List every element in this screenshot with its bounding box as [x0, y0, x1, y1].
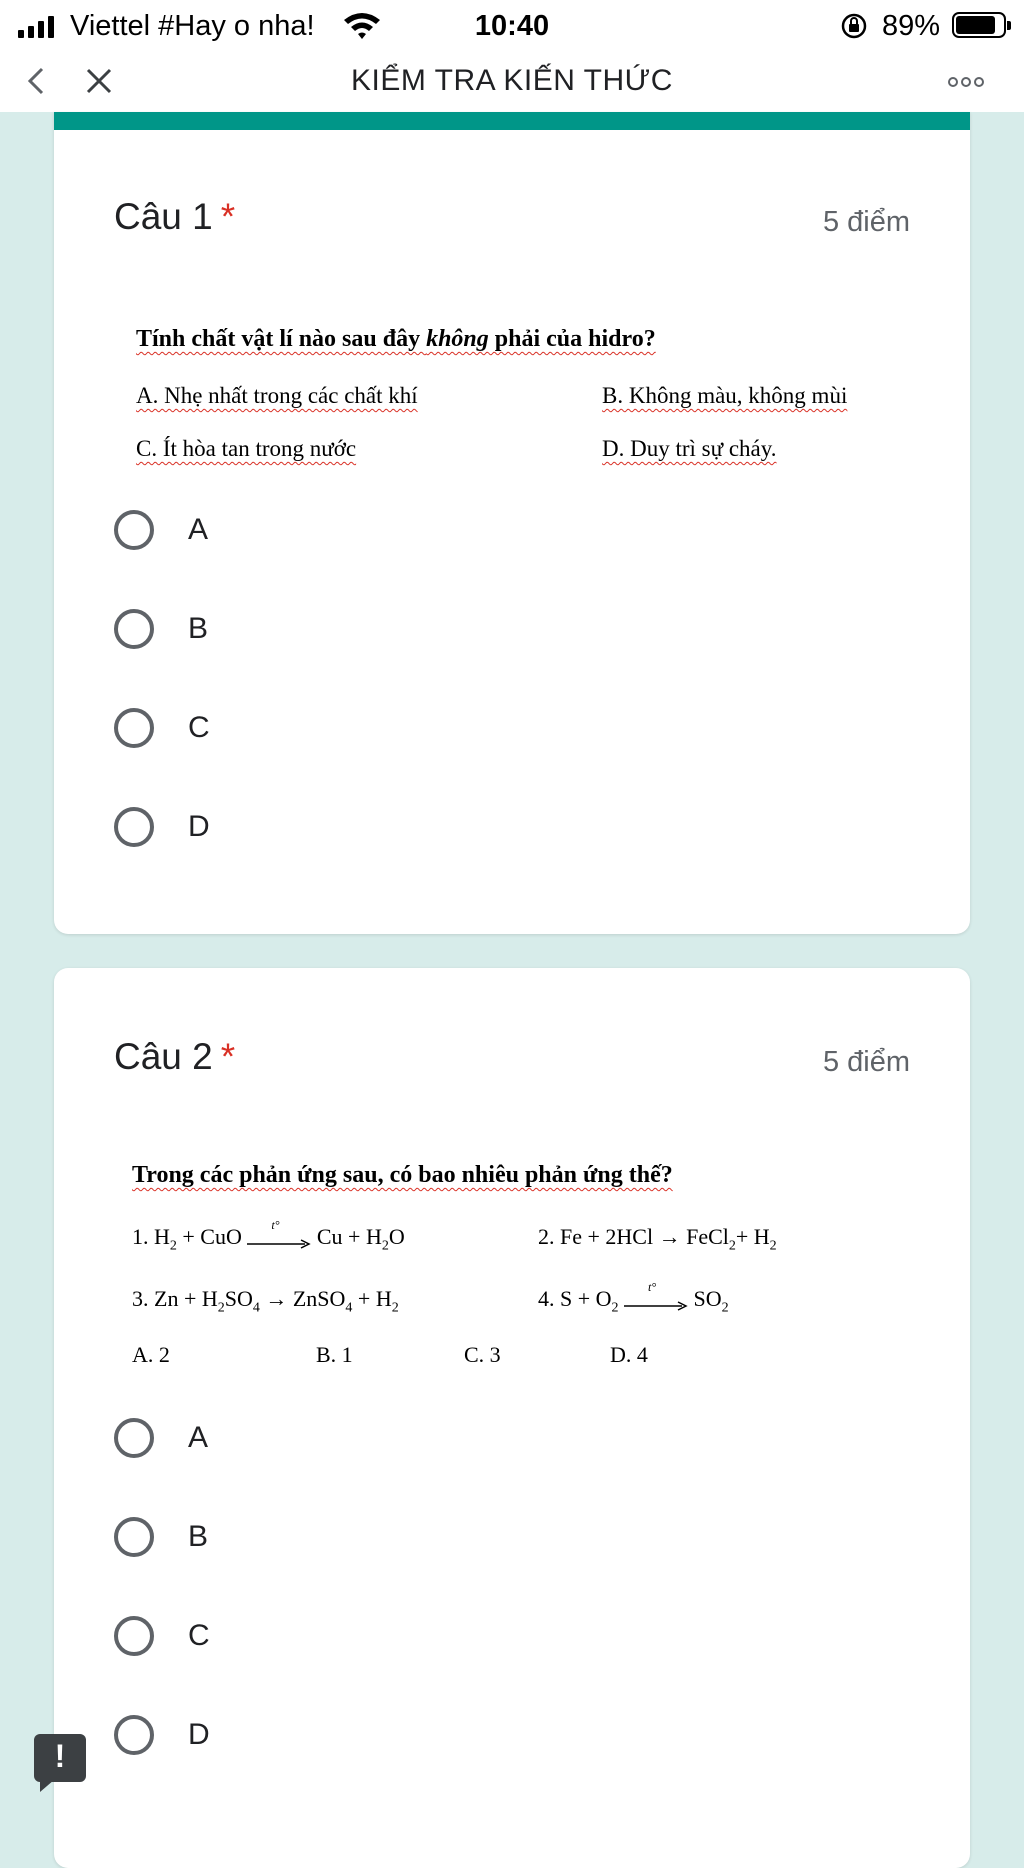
choice-c[interactable] [114, 702, 210, 754]
radio-button[interactable] [114, 510, 154, 550]
prompt-emphasis: không [426, 326, 489, 352]
question-points: 5 điểm [822, 1046, 910, 1078]
question-card-2 [54, 968, 970, 1868]
question-title-text: Câu 1 [114, 196, 213, 237]
radio-button[interactable] [114, 1715, 154, 1755]
app-header [0, 52, 1024, 112]
question-points: 5 điểm [822, 206, 910, 238]
page-title: KIỂM TRA KIẾN THỨC [351, 64, 673, 97]
choice-b[interactable] [114, 603, 208, 655]
reaction-3: 3. $Zn + H_2SO_4$ → ZnSO$_4$ + $H_2$ [132, 1286, 399, 1316]
rotation-lock-icon [840, 12, 868, 40]
battery-percent: 89% [882, 10, 941, 42]
required-mark: * [220, 1036, 236, 1077]
choice-d[interactable] [114, 1709, 210, 1761]
radio-button[interactable] [114, 708, 154, 748]
reaction-4: 4. $S + O_2$ t° $SO_2$ [538, 1279, 729, 1316]
answer-option-a: A. 2 [132, 1342, 170, 1367]
reaction-2: 2. Fe + 2HCl → FeCl$_2$+ $H_2$ [538, 1224, 777, 1254]
required-mark: * [220, 196, 236, 237]
radio-button[interactable] [114, 1616, 154, 1656]
choice-label: D [188, 1718, 210, 1751]
choice-a[interactable] [114, 1412, 208, 1464]
prompt-text: Tính chất vật lí nào sau đây [136, 326, 427, 352]
question-title [114, 196, 235, 238]
carrier-name: Viettel #Hay o nha! [70, 10, 315, 42]
heat-arrow: t° [624, 1292, 688, 1310]
prompt-option-c: C. Ít hòa tan trong nước [136, 436, 357, 461]
question-title-text: Câu 2 [114, 1036, 213, 1077]
choice-a[interactable] [114, 504, 208, 556]
choice-label: B [188, 1520, 209, 1553]
feedback-icon[interactable] [34, 1734, 86, 1782]
question-prompt: Trong các phản ứng sau, có bao nhiêu phản ứng thế? [132, 1162, 673, 1188]
radio-button[interactable] [114, 609, 154, 649]
prompt-option-b: B. Không màu, không mùi [602, 383, 848, 408]
choice-label: C [188, 1619, 210, 1652]
question-card-1 [54, 112, 970, 934]
reaction-1: 1. $H_2$ + CuO t° $Cu + H_2O$ [132, 1217, 405, 1254]
accent-bar [54, 112, 970, 130]
choice-d[interactable] [114, 801, 210, 853]
question-prompt [136, 326, 656, 353]
prompt-option-d: D. Duy trì sự cháy. [602, 436, 777, 461]
question-title [114, 1036, 235, 1078]
choice-label: B [188, 612, 209, 645]
battery-icon [952, 12, 1006, 38]
radio-button[interactable] [114, 1517, 154, 1557]
choice-label: C [188, 711, 210, 744]
status-bar [0, 0, 1024, 52]
answer-option-d: D. 4 [610, 1342, 648, 1367]
heat-arrow: t° [247, 1230, 311, 1248]
choice-label: A [188, 1421, 209, 1454]
choice-b[interactable] [114, 1511, 208, 1563]
choice-label: A [188, 513, 209, 546]
more-icon[interactable] [946, 74, 986, 90]
radio-button[interactable] [114, 807, 154, 847]
prompt-text: phải của hidro? [488, 326, 656, 352]
feedback-label: ! [54, 1738, 66, 1774]
prompt-option-a: A. Nhẹ nhất trong các chất khí [136, 383, 418, 408]
radio-button[interactable] [114, 1418, 154, 1458]
answer-option-b: B. 1 [316, 1342, 353, 1367]
choice-label: D [188, 810, 210, 843]
answer-option-c: C. 3 [464, 1342, 501, 1367]
status-time: 10:40 [474, 10, 550, 42]
choice-c[interactable] [114, 1610, 210, 1662]
